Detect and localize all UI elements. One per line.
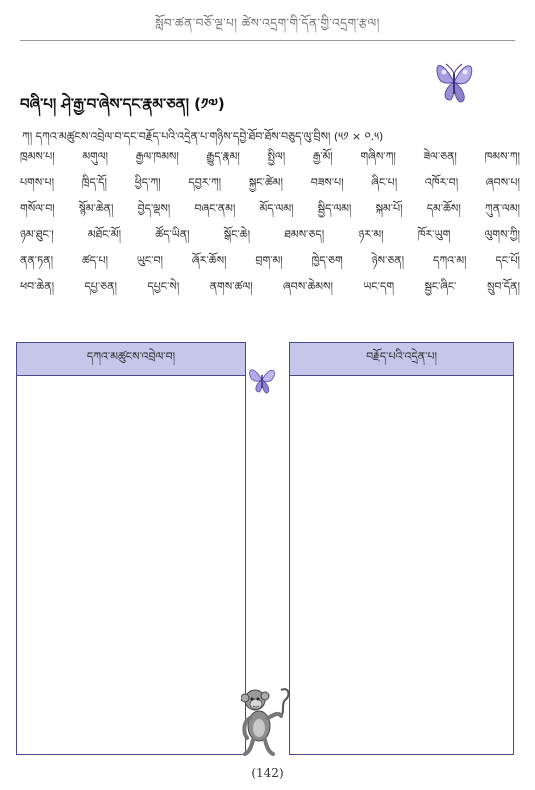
word-row <box>20 224 520 250</box>
word-row <box>20 276 520 302</box>
monkey-illustration <box>241 682 291 758</box>
page-number: (142) <box>251 766 284 780</box>
word: གཞིས་ཀ། <box>360 149 396 163</box>
word: ཚོད་ཡིན། <box>155 227 190 241</box>
word: ནན་ཏན། <box>20 253 54 267</box>
word: ཉེས་ཅན། <box>371 253 405 267</box>
word: ཟེལ་ཅན། <box>423 149 457 163</box>
word: ཚད་པ། <box>81 253 108 267</box>
word: མགུལ། <box>82 149 109 163</box>
word: ཞབས་ཆེམས། <box>282 279 333 293</box>
word: ཞོར་ཆོས། <box>191 253 227 267</box>
word: མཐོང་མོ། <box>87 227 122 241</box>
exercise-instruction: ཀ། དཀའ་མཚུངས་འབྲེལ་བ་དང་བརྗོད་པའི་འདྲེན་པ་གཉིས་དབྱེ་ཐོབ་ཐོས་བཅུད་ལུ་བྲིས། (༥༡ × ༠.༥) <box>22 130 384 143</box>
word: ཉམ་ཐུང་། <box>20 227 54 241</box>
word-row <box>20 250 520 276</box>
word: ཕྱིད་ཀ། <box>134 175 161 189</box>
word: ཕབ་ཆེན། <box>20 279 55 293</box>
word: དམ་ཆོས། <box>426 201 461 215</box>
word: དང་པོ། <box>495 253 520 267</box>
section-title: བཞི་པ། ཤེ་རྒྱ་བ་ཞེས་དང་རྣམ་ཅན། (༡༧) <box>20 95 225 113</box>
word-row <box>20 146 520 172</box>
word: ཁྲིད་དོ། <box>81 175 107 189</box>
header-divider <box>20 40 515 41</box>
word: རྒྱ་མོ། <box>312 149 333 163</box>
word: ཡུང་བ། <box>136 253 163 267</box>
word: ཡང་དག <box>363 279 395 293</box>
word: ལུགས་ཀྱི། <box>484 227 520 241</box>
word: ཉར་མ། <box>358 227 384 241</box>
word: དབྱར་ཀ། <box>188 175 222 189</box>
right-answer-box[interactable] <box>289 342 514 755</box>
word: ཐམས་ཅད། <box>284 227 325 241</box>
left-box-header: དཀའ་མཚུངས་འབྲེལ་བ། <box>17 343 245 376</box>
word: སྙོམ་ཆེན། <box>78 201 114 215</box>
word: སྤྱིལ། <box>267 149 286 163</box>
word-bank <box>20 146 520 302</box>
word: འཁོར་བ། <box>424 175 459 189</box>
word: ནགས་ཚལ། <box>209 279 253 293</box>
word: མོད་ལམ། <box>259 201 294 215</box>
word: རྒྱལ་ཁམས། <box>135 149 179 163</box>
word: སྲུབ་དོན། <box>486 279 520 293</box>
word: སྐམ་པོ། <box>375 201 403 215</box>
word: ཞིང་པ། <box>371 175 398 189</box>
word: གསོལ་བ། <box>20 201 55 215</box>
word: པགས་པ། <box>20 175 55 189</box>
word: དཔྱ་ཅན། <box>84 279 117 293</box>
word: རྒྱུད་རྣམ། <box>206 149 240 163</box>
butterfly-icon <box>432 54 476 106</box>
word: ཁམས་ཀ། <box>484 149 520 163</box>
left-answer-box[interactable] <box>16 342 246 755</box>
word: ཞབས་པ། <box>485 175 520 189</box>
word: བྱེད་ལྡས། <box>137 201 171 215</box>
word: སྦྱིད་ལམ། <box>317 201 352 215</box>
word: བཞང་ནམ། <box>194 201 236 215</box>
word: བཟས་པ། <box>310 175 344 189</box>
butterfly-icon <box>246 362 278 396</box>
word: ཁྲམས་པ། <box>20 149 55 163</box>
running-header: སློབ་ཚན་བཅོ་ལྔ་པ། ཚེས་འདྲག་གི་དོན་གྱི་འདྲག་རྩལ། <box>155 16 380 30</box>
word: དཔྱང་སེ། <box>147 279 180 293</box>
word: ཀུན་ལམ། <box>484 201 520 215</box>
word-row <box>20 172 520 198</box>
word-row <box>20 198 520 224</box>
right-box-header: བརྗོད་པའི་འདྲེན་པ། <box>290 343 513 376</box>
word: སྦྱང་ཞིང་ <box>424 279 457 293</box>
word: སྒོང་ཆེ། <box>223 227 251 241</box>
word: ཁྱེད་ཅག <box>311 253 343 267</box>
word: བྲག་མ། <box>255 253 283 267</box>
word: ཁོར་ཡུག <box>417 227 451 241</box>
word: སྐྱང་ཚེམ། <box>248 175 283 189</box>
word: དཀའ་མ། <box>432 253 467 267</box>
